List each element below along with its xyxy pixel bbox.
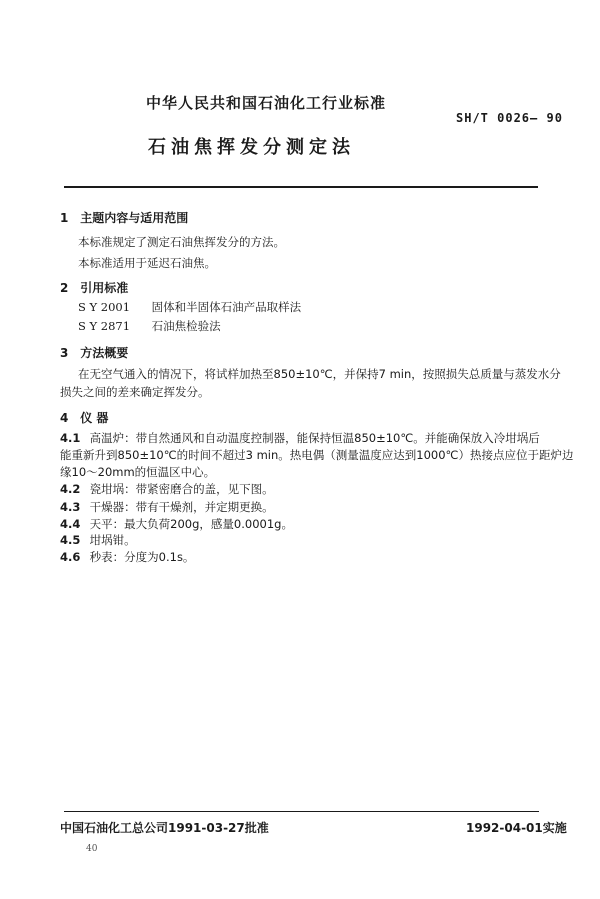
item-text: 瓷坩埚：带紧密磨合的盖，见下图。	[89, 482, 274, 496]
footer-divider	[64, 811, 539, 812]
standard-code: SH/T 0026— 90	[456, 111, 563, 125]
section-number: 4	[60, 411, 69, 425]
approval-line: 中国石油化工总公司1991-03-27批准	[60, 821, 269, 835]
item-4-1-line-2: 能重新升到850±10℃的时间不超过3 min。热电偶（测量温度应达到1000℃）热接点应位于距炉边	[60, 448, 574, 462]
section-1-heading	[60, 209, 188, 226]
section-title: 主题内容与适用范围	[80, 211, 189, 225]
item-text: 天平：最大负荷200g，感量0.0001g。	[89, 517, 293, 531]
item-text: 干燥器：带有干燥剂，并定期更换。	[89, 500, 274, 514]
section-4-heading	[60, 409, 108, 426]
reference-name: 石油焦检验法	[151, 319, 221, 333]
section-2-heading	[60, 279, 128, 296]
item-number: 4.4	[60, 517, 81, 531]
document-title: 石油焦挥发分测定法	[148, 137, 355, 158]
reference-item	[78, 318, 221, 334]
item-text: 高温炉：带自然通风和自动温度控制器，能保持恒温850±10℃。并能确保放入冷坩埚后	[89, 431, 540, 445]
section-number: 1	[60, 211, 69, 225]
item-4-3	[60, 499, 274, 515]
item-number: 4.3	[60, 500, 81, 514]
item-4-6	[60, 549, 194, 565]
section-1-line-1: 本标准规定了测定石油焦挥发分的方法。	[78, 235, 285, 249]
item-4-5	[60, 532, 136, 548]
section-3-line-1: 在无空气通入的情况下，将试样加热至850±10℃，并保持7 min，按照损失总质量与蒸发水分	[78, 367, 561, 381]
item-number: 4.2	[60, 482, 81, 496]
item-text: 秒表：分度为0.1s。	[89, 550, 195, 564]
section-1-line-2: 本标准适用于延迟石油焦。	[78, 256, 216, 270]
section-title: 方法概要	[80, 346, 129, 360]
item-text: 坩埚钳。	[89, 533, 136, 547]
reference-code: S Y 2871	[78, 319, 131, 333]
section-title: 引用标准	[80, 281, 129, 295]
header-divider	[64, 186, 538, 188]
reference-item	[78, 299, 301, 315]
item-number: 4.5	[60, 533, 81, 547]
item-number: 4.1	[60, 431, 81, 445]
item-number: 4.6	[60, 550, 81, 564]
reference-name: 固体和半固体石油产品取样法	[151, 300, 302, 314]
issuing-authority: 中华人民共和国石油化工行业标准	[146, 94, 387, 112]
section-3-heading	[60, 344, 128, 361]
item-4-2	[60, 481, 274, 497]
implementation-date: 1992-04-01实施	[466, 821, 567, 835]
section-3-line-2: 损失之间的差来确定挥发分。	[60, 385, 210, 399]
item-4-1-line-3: 缘10～20mm的恒温区中心。	[60, 465, 216, 479]
item-4-1-line-1	[60, 430, 540, 446]
section-number: 2	[60, 281, 69, 295]
section-title: 仪 器	[80, 411, 109, 425]
section-number: 3	[60, 346, 69, 360]
item-4-4	[60, 516, 293, 532]
reference-code: S Y 2001	[78, 300, 131, 314]
page-number: 40	[86, 844, 98, 854]
